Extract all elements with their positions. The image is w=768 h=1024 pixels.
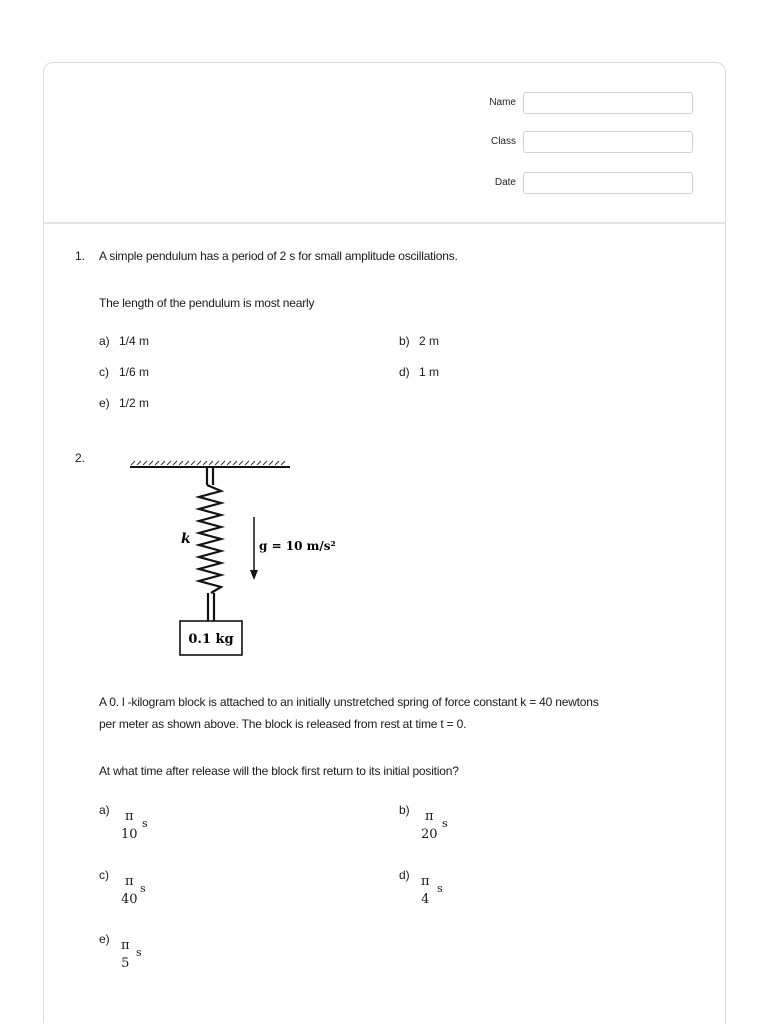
worksheet-header xyxy=(44,63,725,224)
ceiling-hatching xyxy=(131,461,285,465)
question-1-option-d[interactable] xyxy=(399,365,439,379)
question-1-option-e[interactable] xyxy=(99,396,149,410)
question-1-option-b[interactable] xyxy=(399,334,439,348)
class-label: Class xyxy=(490,136,516,147)
option-text: 1/2 m xyxy=(119,396,150,410)
spring-constant-label: k xyxy=(181,531,191,547)
question-2-option-a[interactable] xyxy=(99,803,179,849)
fraction-numerator: π xyxy=(421,874,430,889)
option-fraction xyxy=(421,809,438,842)
option-letter: a) xyxy=(99,334,110,348)
option-fraction xyxy=(121,938,130,971)
fraction-denominator: 40 xyxy=(121,892,138,907)
option-fraction xyxy=(121,809,138,842)
question-2-text-line-2: per meter as shown above. The block is released from rest at time t = 0. xyxy=(99,717,467,731)
option-letter: c) xyxy=(99,868,109,882)
question-2-option-c[interactable] xyxy=(99,868,179,914)
fraction-numerator: π xyxy=(121,938,130,953)
option-letter: b) xyxy=(399,803,410,817)
option-letter: c) xyxy=(99,365,109,379)
option-unit: s xyxy=(142,817,148,830)
option-text: 2 m xyxy=(419,334,440,348)
option-fraction xyxy=(421,874,430,907)
option-letter: d) xyxy=(399,365,410,379)
question-2-option-e[interactable] xyxy=(99,932,179,978)
option-letter: e) xyxy=(99,396,110,410)
fraction-denominator: 20 xyxy=(421,827,438,842)
fraction-denominator: 4 xyxy=(421,892,430,907)
gravity-arrowhead xyxy=(250,570,258,580)
question-1-option-c[interactable] xyxy=(99,365,149,379)
question-1-option-a[interactable] xyxy=(99,334,149,348)
question-2-number: 2. xyxy=(75,451,86,465)
question-2-text-line-1: A 0. l -kilogram block is attached to an initially unstretched spring of force constant k = 40 newtons xyxy=(99,695,599,709)
option-fraction xyxy=(121,874,138,907)
option-text: 1/4 m xyxy=(119,334,150,348)
fraction-denominator: 5 xyxy=(121,956,130,971)
fraction-denominator: 10 xyxy=(121,827,138,842)
name-label: Name xyxy=(489,97,516,108)
question-1-number: 1. xyxy=(75,249,86,263)
class-input[interactable] xyxy=(523,131,693,153)
option-unit: s xyxy=(442,817,448,830)
question-1-text: A simple pendulum has a period of 2 s for small amplitude oscillations. xyxy=(99,249,458,263)
question-1-prompt: The length of the pendulum is most nearly xyxy=(99,296,315,310)
question-2-option-d[interactable] xyxy=(399,868,479,914)
date-label: Date xyxy=(494,177,516,188)
spring xyxy=(199,468,221,621)
gravity-label: g = 10 m/s² xyxy=(259,539,336,553)
option-letter: d) xyxy=(399,868,410,882)
option-unit: s xyxy=(136,946,142,959)
option-unit: s xyxy=(437,882,443,895)
option-letter: e) xyxy=(99,932,110,946)
mass-label: 0.1 kg xyxy=(188,632,234,647)
option-text: 1/6 m xyxy=(119,365,150,379)
date-input[interactable] xyxy=(523,172,693,194)
option-letter: b) xyxy=(399,334,410,348)
question-2-option-b[interactable] xyxy=(399,803,479,849)
fraction-numerator: π xyxy=(125,809,134,824)
option-text: 1 m xyxy=(419,365,440,379)
option-unit: s xyxy=(140,882,146,895)
fraction-numerator: π xyxy=(125,874,134,889)
name-input[interactable] xyxy=(523,92,693,114)
option-letter: a) xyxy=(99,803,110,817)
fraction-numerator: π xyxy=(425,809,434,824)
question-2-prompt: At what time after release will the block first return to its initial position? xyxy=(99,764,459,778)
spring-mass-figure xyxy=(125,455,355,660)
